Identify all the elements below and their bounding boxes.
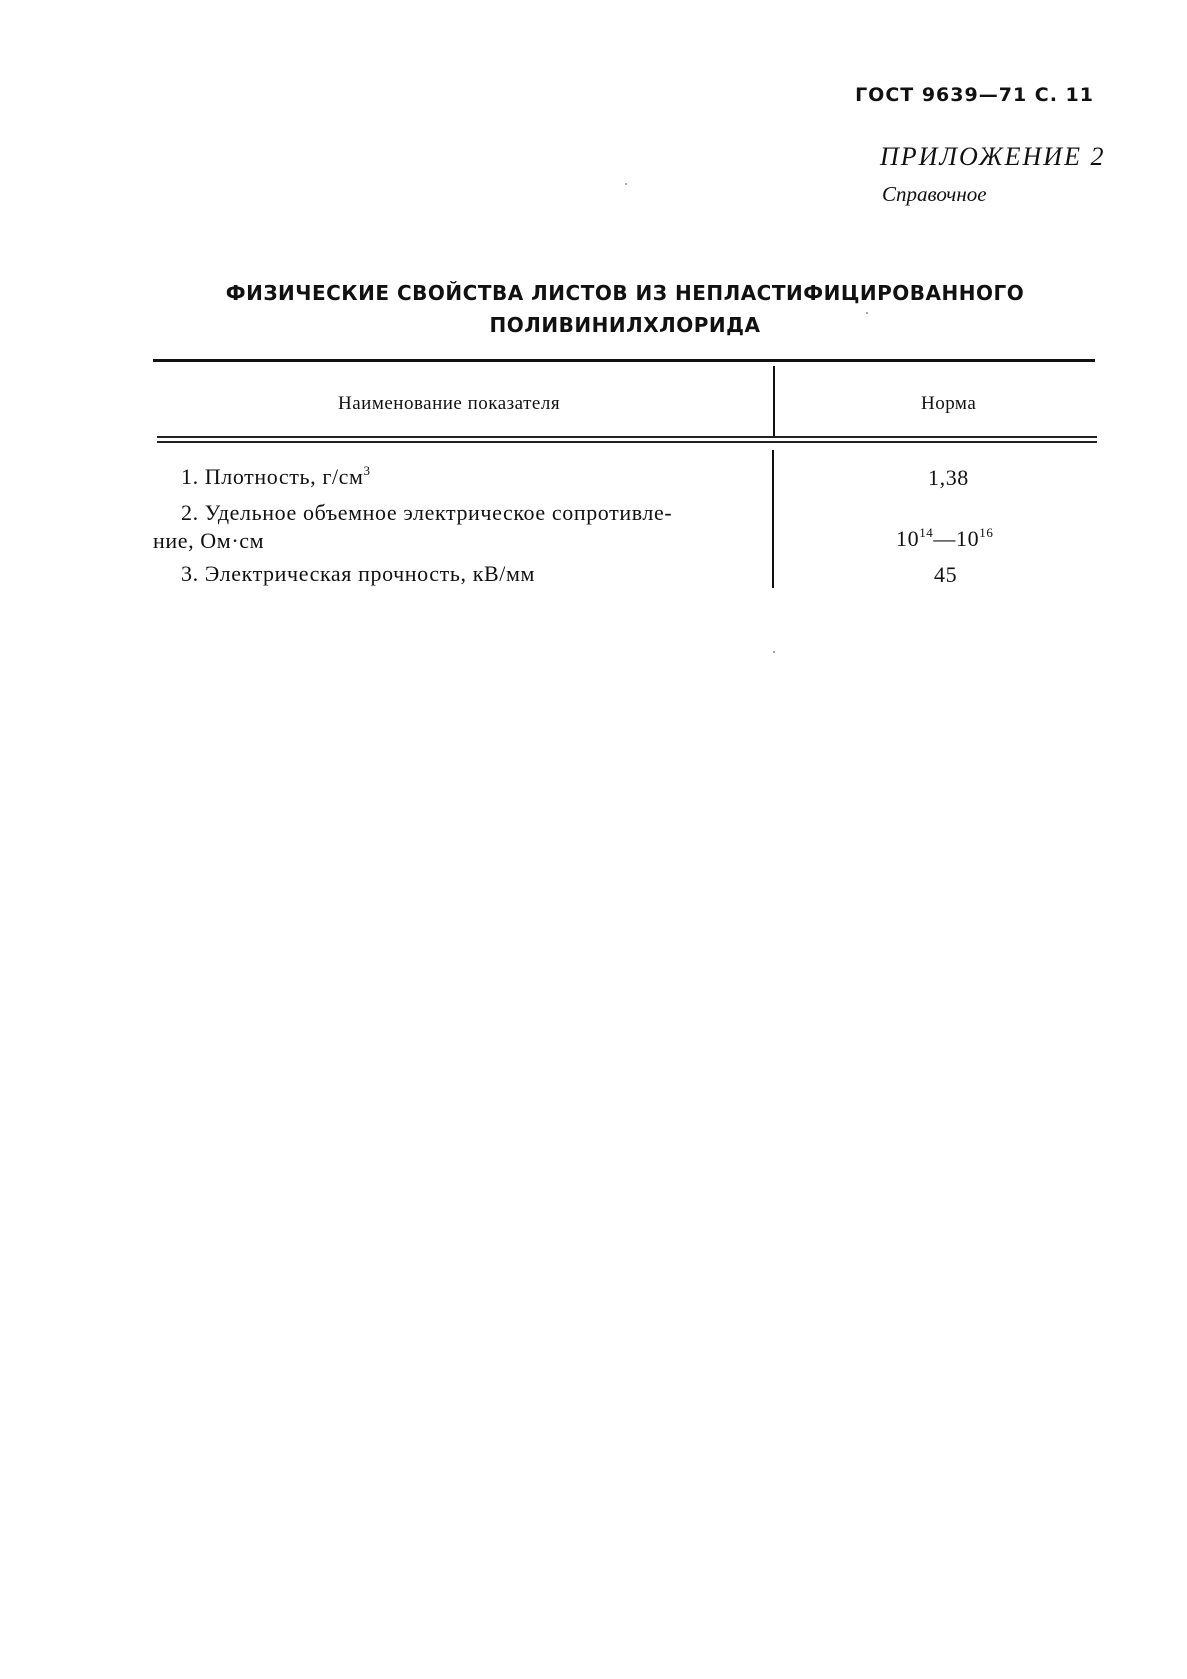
row-2-name <box>153 499 743 555</box>
row-2-value-base-2: 10 <box>956 526 980 551</box>
scan-speck <box>866 312 868 314</box>
row-1-name-superscript: 3 <box>363 463 371 478</box>
header-double-rule-top <box>157 436 1097 438</box>
body-column-divider <box>772 450 774 588</box>
header-double-rule-bottom <box>157 441 1097 443</box>
row-2-value-exponent-1: 14 <box>919 525 934 540</box>
row-2-value-exponent-2: 16 <box>979 525 994 540</box>
document-title <box>150 277 1100 341</box>
column-header-norm: Норма <box>921 393 977 414</box>
row-2-value-base-1: 10 <box>896 526 920 551</box>
row-2-name-line-1: 2. Удельное объемное электрическое сопротивле- <box>181 500 673 525</box>
row-1-value: 1,38 <box>928 465 969 490</box>
table-top-rule <box>153 359 1095 362</box>
header-column-divider <box>773 366 775 436</box>
row-2-value-separator: — <box>933 526 957 551</box>
row-1-name-text: 1. Плотность, г/см <box>181 464 364 489</box>
row-2-value <box>896 525 993 553</box>
row-3-value: 45 <box>934 562 958 587</box>
page-reference: ГОСТ 9639—71 С. 11 <box>855 84 1094 106</box>
appendix-note: Справочное <box>882 182 987 206</box>
row-1-name <box>181 463 371 491</box>
row-3-name: 3. Электрическая прочность, кВ/мм <box>181 561 536 586</box>
column-header-name: Наименование показателя <box>338 393 561 414</box>
appendix-label: ПРИЛОЖЕНИЕ 2 <box>880 142 1106 171</box>
scan-speck <box>773 651 775 653</box>
row-2-name-line-2: ние, Ом·см <box>153 528 265 553</box>
title-line-1: ФИЗИЧЕСКИЕ СВОЙСТВА ЛИСТОВ ИЗ НЕПЛАСТИФИЦИРОВАННОГО <box>225 281 1025 305</box>
title-line-2: ПОЛИВИНИЛХЛОРИДА <box>489 313 761 337</box>
scan-speck <box>625 183 627 185</box>
